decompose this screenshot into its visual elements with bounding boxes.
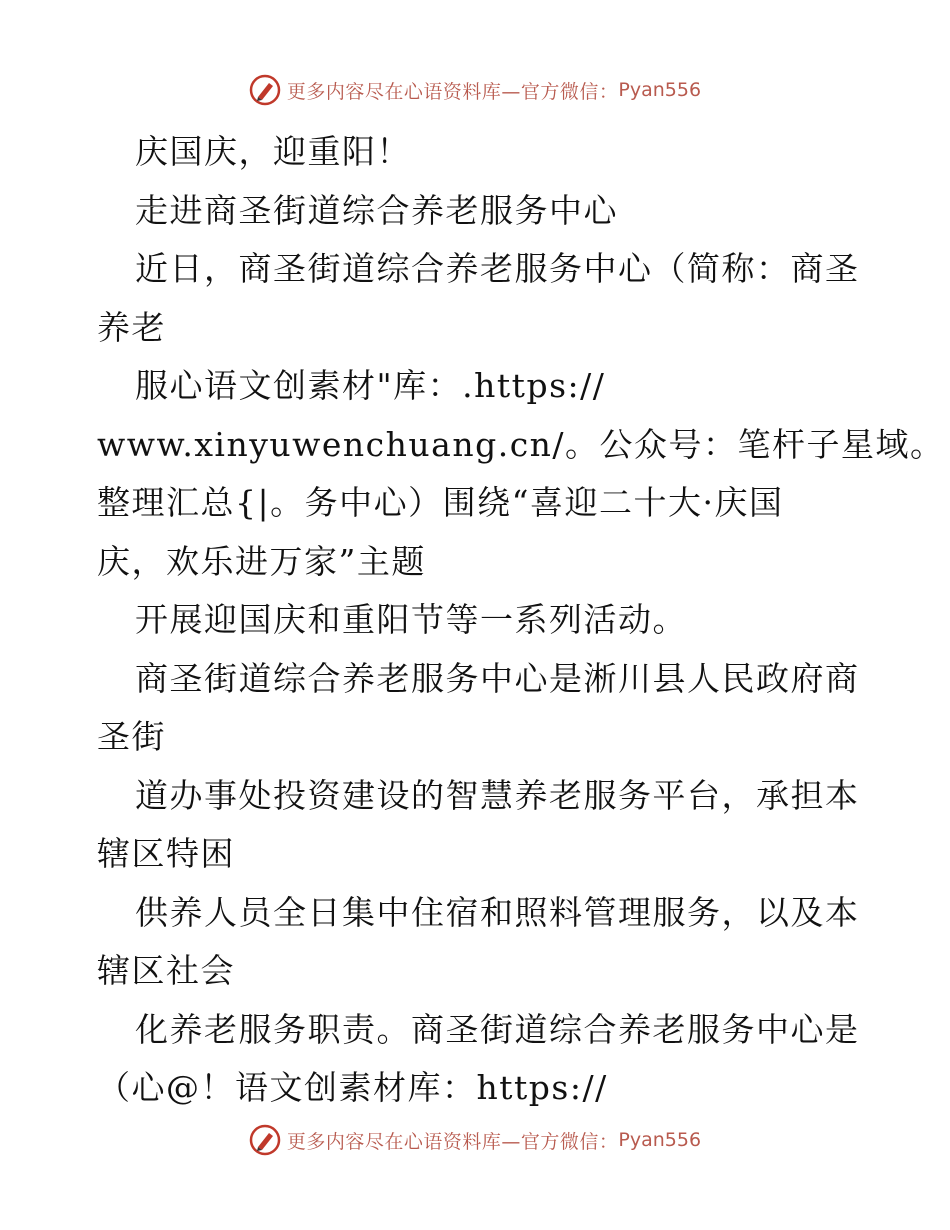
pen-logo-icon — [249, 1124, 281, 1156]
text-line: 商圣街道综合养老服务中心是淅川县人民政府商 — [135, 658, 860, 698]
footer-banner — [0, 1120, 950, 1160]
text-line: 近日，商圣街道综合养老服务中心（简称：商圣 — [135, 249, 860, 288]
text-line: 道办事处投资建设的智慧养老服务平台，承担本 — [135, 775, 860, 815]
banner-text: 更多内容尽在心语资料库—官方微信： — [286, 80, 619, 103]
header-banner — [0, 70, 950, 110]
banner-text: 更多内容尽在心语资料库—官方微信： — [286, 1130, 619, 1153]
wechat-id: Pyan556 — [618, 1129, 702, 1151]
text-line: 整理汇总{|。务中心）围绕“喜迎二十大·庆国 — [97, 483, 784, 522]
text-line: 庆，欢乐进万家”主题 — [97, 541, 426, 581]
document-body — [97, 123, 945, 1118]
text-line: （心@！语文创素材库：https:// — [97, 1068, 608, 1107]
text-line: www.xinyuwenchuang.cn/。公众号：笔杆子星域。 — [97, 424, 945, 464]
wechat-id: Pyan556 — [618, 79, 702, 101]
pen-logo-icon — [249, 74, 281, 106]
text-line: 供养人员全日集中住宿和照料管理服务，以及本 — [135, 892, 860, 932]
text-line: 庆国庆，迎重阳！ — [135, 132, 411, 171]
text-line: 养老 — [97, 307, 166, 347]
text-line: 圣街 — [97, 717, 166, 756]
text-line: 化养老服务职责。商圣街道综合养老服务中心是 — [135, 1009, 860, 1049]
text-line: 走进商圣街道综合养老服务中心 — [135, 190, 618, 230]
text-line: 辖区特困 — [97, 834, 235, 873]
text-line: 服心语文创素材"库：.https:// — [135, 366, 606, 405]
text-line: 辖区社会 — [97, 951, 235, 990]
text-line: 开展迎国庆和重阳节等一系列活动。 — [135, 600, 687, 639]
